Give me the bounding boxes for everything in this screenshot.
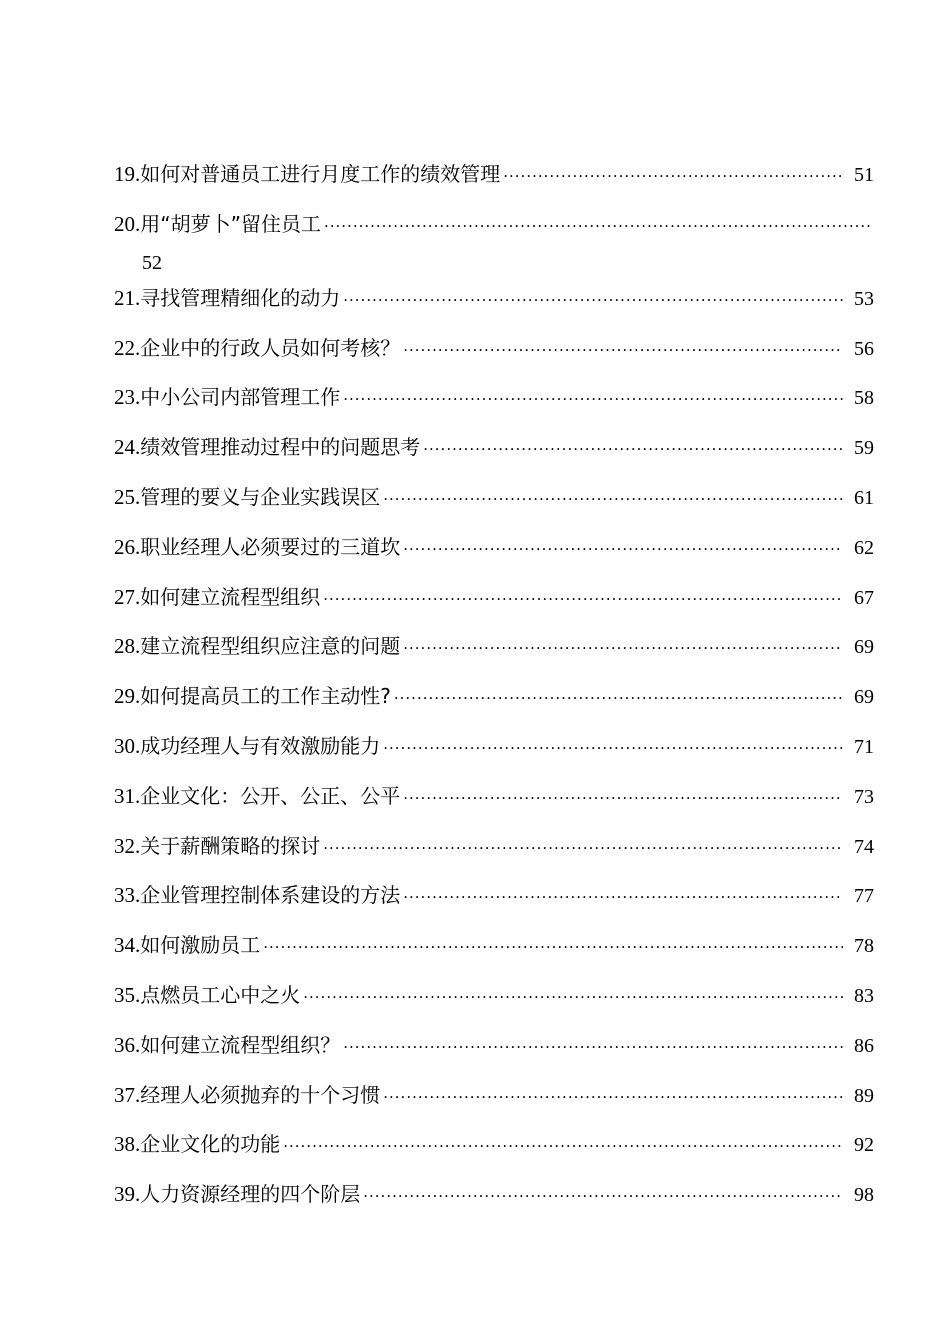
dot-leader xyxy=(394,674,843,722)
dot-leader xyxy=(343,375,843,423)
entry-page: 67 xyxy=(854,586,874,609)
entry-number: 35. xyxy=(114,982,141,1007)
dot-leader xyxy=(323,575,843,623)
toc-entry-35[interactable] xyxy=(114,971,874,1021)
entry-number: 26. xyxy=(114,534,141,559)
entry-title: 关于薪酬策略的探讨 xyxy=(140,833,321,858)
entry-title: 企业中的行政人员如何考核？ xyxy=(140,335,401,360)
entry-number: 31. xyxy=(114,783,141,808)
entry-title: 管理的要义与企业实践误区 xyxy=(140,484,381,509)
entry-page: 52 xyxy=(142,251,162,274)
dot-leader xyxy=(303,973,843,1021)
entry-page: 56 xyxy=(854,337,874,360)
entry-page: 74 xyxy=(854,835,874,858)
entry-title: 建立流程型组织应注意的问题 xyxy=(140,634,401,659)
entry-number: 21. xyxy=(114,285,141,310)
entry-page: 61 xyxy=(854,486,874,509)
toc-entry-32[interactable] xyxy=(114,822,874,872)
dot-leader xyxy=(283,1122,843,1170)
entry-page: 77 xyxy=(854,885,874,908)
dot-leader xyxy=(403,624,843,672)
entry-page: 71 xyxy=(854,735,874,758)
entry-number: 29. xyxy=(114,684,141,709)
entry-title: 用“胡萝卜”留住员工 xyxy=(140,211,321,236)
entry-page: 69 xyxy=(854,636,874,659)
entry-page: 58 xyxy=(854,387,874,410)
dot-leader xyxy=(383,724,843,772)
entry-number: 20. xyxy=(114,211,141,236)
entry-title: 企业管理控制体系建设的方法 xyxy=(140,883,401,908)
entry-number: 36. xyxy=(114,1032,141,1057)
entry-number: 30. xyxy=(114,733,141,758)
dot-leader xyxy=(403,873,843,921)
entry-page: 73 xyxy=(854,785,874,808)
toc-entry-39[interactable] xyxy=(114,1170,874,1220)
dot-leader xyxy=(403,326,843,374)
entry-number: 23. xyxy=(114,385,141,410)
toc-entry-33[interactable] xyxy=(114,871,874,921)
dot-leader xyxy=(383,1073,843,1121)
entry-page: 59 xyxy=(854,437,874,460)
toc-entry-31[interactable] xyxy=(114,772,874,822)
dot-leader xyxy=(343,1023,843,1071)
toc-entry-19[interactable] xyxy=(114,150,874,200)
entry-number: 22. xyxy=(114,335,141,360)
entry-page: 78 xyxy=(854,935,874,958)
toc-entry-38[interactable] xyxy=(114,1120,874,1170)
toc-entry-22[interactable] xyxy=(114,324,874,374)
entry-page: 53 xyxy=(854,287,874,310)
entry-title: 成功经理人与有效激励能力 xyxy=(140,733,381,758)
toc-entry-30[interactable] xyxy=(114,722,874,772)
dot-leader xyxy=(363,1172,843,1220)
toc-entry-23[interactable] xyxy=(114,373,874,423)
entry-number: 39. xyxy=(114,1182,141,1207)
dot-leader xyxy=(383,475,843,523)
entry-number: 24. xyxy=(114,435,141,460)
entry-page: 89 xyxy=(854,1084,874,1107)
toc-entry-36[interactable] xyxy=(114,1021,874,1071)
entry-number: 37. xyxy=(114,1082,141,1107)
toc-entry-27[interactable] xyxy=(114,573,874,623)
dot-leader xyxy=(423,425,843,473)
entry-number: 25. xyxy=(114,484,141,509)
dot-leader xyxy=(343,276,843,324)
toc-entry-25[interactable] xyxy=(114,473,874,523)
entry-title: 点燃员工心中之火 xyxy=(140,982,301,1007)
toc-entry-24[interactable] xyxy=(114,423,874,473)
entry-page: 98 xyxy=(854,1184,874,1207)
entry-number: 34. xyxy=(114,933,141,958)
entry-title: 寻找管理精细化的动力 xyxy=(140,285,341,310)
toc-entry-26[interactable] xyxy=(114,523,874,573)
entry-title: 如何对普通员工进行月度工作的绩效管理 xyxy=(140,162,501,186)
entry-title: 企业文化：公开、公正、公平 xyxy=(140,783,401,808)
entry-title: 企业文化的功能 xyxy=(140,1132,281,1157)
entry-page: 83 xyxy=(854,984,874,1007)
toc-entry-28[interactable] xyxy=(114,622,874,672)
entry-page: 69 xyxy=(854,686,874,709)
dot-leader xyxy=(503,152,843,200)
entry-number: 32. xyxy=(114,833,141,858)
entry-title: 人力资源经理的四个阶层 xyxy=(140,1182,361,1207)
dot-leader xyxy=(324,202,871,252)
toc-entry-29[interactable] xyxy=(114,672,874,722)
entry-title: 中小公司内部管理工作 xyxy=(140,385,341,410)
entry-page: 62 xyxy=(854,536,874,559)
entry-title: 如何提高员工的工作主动性? xyxy=(140,684,391,709)
entry-title: 职业经理人必须要过的三道坎 xyxy=(140,534,401,559)
toc-entry-37[interactable] xyxy=(114,1071,874,1121)
entry-number: 27. xyxy=(114,584,141,609)
dot-leader xyxy=(403,525,843,573)
toc-entry-34[interactable] xyxy=(114,921,874,971)
dot-leader xyxy=(263,923,843,971)
entry-title: 如何建立流程型组织？ xyxy=(140,1032,341,1057)
entry-number: 33. xyxy=(114,883,141,908)
toc-entry-20[interactable] xyxy=(114,200,874,274)
entry-number: 38. xyxy=(114,1132,141,1157)
entry-title: 经理人必须抛弃的十个习惯 xyxy=(140,1082,381,1107)
entry-page: 92 xyxy=(854,1134,874,1157)
entry-title: 如何激励员工 xyxy=(140,933,261,958)
dot-leader xyxy=(403,774,843,822)
entry-number: 28. xyxy=(114,634,141,659)
toc-entry-21[interactable] xyxy=(114,274,874,324)
entry-page: 86 xyxy=(854,1034,874,1057)
entry-page: 51 xyxy=(854,164,874,186)
dot-leader xyxy=(323,824,843,872)
table-of-contents xyxy=(114,150,874,1220)
entry-title: 如何建立流程型组织 xyxy=(140,584,321,609)
entry-number: 19. xyxy=(114,162,141,186)
entry-title: 绩效管理推动过程中的问题思考 xyxy=(140,435,421,460)
